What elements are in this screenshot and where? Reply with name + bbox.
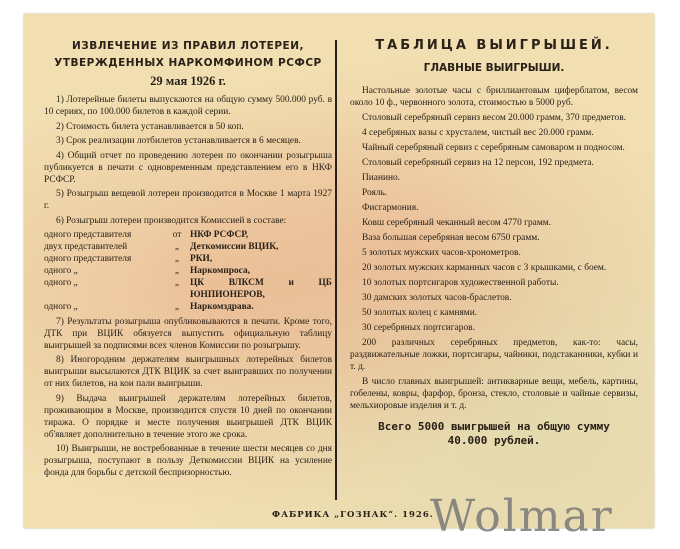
- prize-item: Чайный серебряный сервиз с серебряным самоваром и подносом.: [362, 143, 625, 153]
- prize-item: 5 золотых мужских часов-хронометров.: [362, 248, 521, 258]
- rules-column: [44, 38, 332, 482]
- prize-list: [350, 85, 638, 412]
- prize-item: 50 золотых колец с камнями.: [362, 308, 478, 318]
- rule-7: 7) Результаты розыгрыша опубликовываются в печати. Кроме того, ДТК при ВЦИК обязуется выпустить официальную таблицу выигрышей за подписями всех членов Комиссии по розыгрышу.: [44, 316, 332, 351]
- commission-cell: „: [174, 278, 180, 288]
- rules-title-line2: УТВЕРЖДЕННЫХ НАРКОМФИНОМ РСФСР: [54, 57, 322, 69]
- commission-cell: „: [174, 302, 180, 312]
- commission-cell: одного „: [44, 266, 78, 276]
- total-line1: Всего 5000 выигрышей на общую сумму: [378, 420, 610, 433]
- rule-3: 3) Срок реализации лотбилетов устанавливается в 6 месяцев.: [56, 136, 301, 146]
- rule-6: 6) Розыгрыш лотереи производится Комиссией в составе:: [56, 215, 287, 226]
- commission-cell: двух представителей: [44, 242, 128, 252]
- watermark-logo: Wolmar: [430, 491, 614, 542]
- column-divider: [335, 40, 337, 500]
- commission-cell: „: [174, 254, 180, 264]
- commission-cell: „: [174, 242, 180, 252]
- prizes-title: ТАБЛИЦА ВЫИГРЫШЕЙ.: [375, 38, 613, 53]
- commission-cell: одного „: [44, 302, 78, 312]
- prize-item: 10 золотых портсигаров художественной работы.: [362, 278, 559, 288]
- rule-4: 4) Общий отчет по проведению лотереи по окончании розыгрыша публикуется в печати с одновременным представлением его в НКФ РСФСР.: [44, 150, 332, 185]
- prize-item: 4 серебряных вазы с хрусталем, чистый вес 20.000 грамм.: [362, 128, 594, 138]
- rule-1: 1) Лотерейные билеты выпускаются на общую сумму 500.000 руб. в 10 сериях, по 100.000 билетов в каждой серии.: [44, 95, 332, 117]
- commission-cell: одного представителя: [44, 254, 132, 264]
- rule-9: 9) Выдача выигрышей держателям лотерейных билетов, проживающим в Москве, производится спустя 10 дней по окончании тиража. О порядке и месте получения выигрышей ДТК ВЦИК об'являет дополнительно в течение этого же срока.: [44, 393, 332, 440]
- commission-cell: РКИ,: [190, 254, 213, 264]
- rules-date: 29 мая 1926 г.: [150, 74, 226, 88]
- factory-imprint: ФАБРИКА „ГОЗНАК“. 1926.: [272, 510, 434, 520]
- commission-cell: от: [172, 230, 182, 240]
- prize-item: 20 золотых мужских карманных часов с 3 крышками, с боем.: [362, 263, 607, 273]
- commission-cell: Наркомпроса,: [190, 266, 250, 276]
- prize-item: Ковш серебряный чеканный весом 4770 грамм.: [362, 218, 552, 228]
- commission-cell: одного представителя: [44, 230, 132, 240]
- rule-10: 10) Выигрыши, не востребованные в течение шести месяцев со дня розыгрыша, поступают в пользу Деткомиссии ВЦИК на усиление фонда для борьбы с детской беспризорностью.: [44, 444, 332, 478]
- commission-cell: НКФ РСФСР,: [190, 230, 249, 240]
- rules-title-line1: ИЗВЛЕЧЕНИЕ ИЗ ПРАВИЛ ЛОТЕРЕИ,: [71, 40, 304, 52]
- commission-cell: ЦК ВЛКСМ и ЦБ ЮНПИОНЕРОВ,: [190, 278, 332, 300]
- prize-item: Настольные золотые часы с бриллиантовым циферблатом, весом около 10 ф., червонного золота, стоимостью в 5000 руб.: [350, 86, 638, 108]
- prize-item: Рояль.: [362, 188, 388, 198]
- prizes-subtitle: ГЛАВНЫЕ ВЫИГРЫШИ.: [423, 62, 565, 74]
- lottery-ticket-back: [24, 14, 654, 528]
- prizes-column: [350, 38, 638, 448]
- commission-cell: Наркомздрава.: [190, 302, 254, 312]
- prize-item: Столовый серебряный сервиз на 12 персон, 192 предмета.: [362, 158, 594, 168]
- rule-5: 5) Розыгрыш вещевой лотереи производится в Москве 1 марта 1927 г.: [44, 189, 332, 211]
- commission-cell: Деткомиссии ВЦИК,: [190, 242, 279, 252]
- commission-cell: одного „: [44, 278, 78, 288]
- commission-table: [44, 229, 332, 313]
- prize-item: Фисгармония.: [362, 203, 419, 213]
- prize-item: В число главных выигрышей: антикварные вещи, мебель, картины, гобелены, ковры, фарфор, бронза, стекло, столовые и чайные сервизы, мельхиоровые изделия и т. д.: [350, 377, 638, 411]
- rule-2: 2) Стоимость билета устанавливается в 50 коп.: [56, 121, 244, 132]
- total-line2: 40.000 рублей.: [447, 434, 541, 447]
- prize-item: Столовый серебряный сервиз весом 20.000 грамм, 370 предметов.: [362, 113, 626, 123]
- prize-item: Пианино.: [362, 173, 401, 183]
- prize-item: 30 дамских золотых часов-браслетов.: [362, 293, 512, 303]
- rule-8: 8) Иногородним держателям выигрышных лотерейных билетов выигрыши высылаются ДТК ВЦИК за счет выигравших по получении от них билетов, на кои пали выигрыши.: [44, 355, 332, 389]
- commission-cell: „: [174, 266, 180, 276]
- prize-item: Ваза большая серебряная весом 6750 грамм.: [362, 233, 540, 243]
- prize-item: 200 различных серебряных предметов, как-то: часы, раздвижательные ложки, портсигары, чайники, подстаканники, кубки и т. д.: [350, 338, 638, 372]
- prize-item: 30 серебряных портсигаров.: [362, 323, 475, 333]
